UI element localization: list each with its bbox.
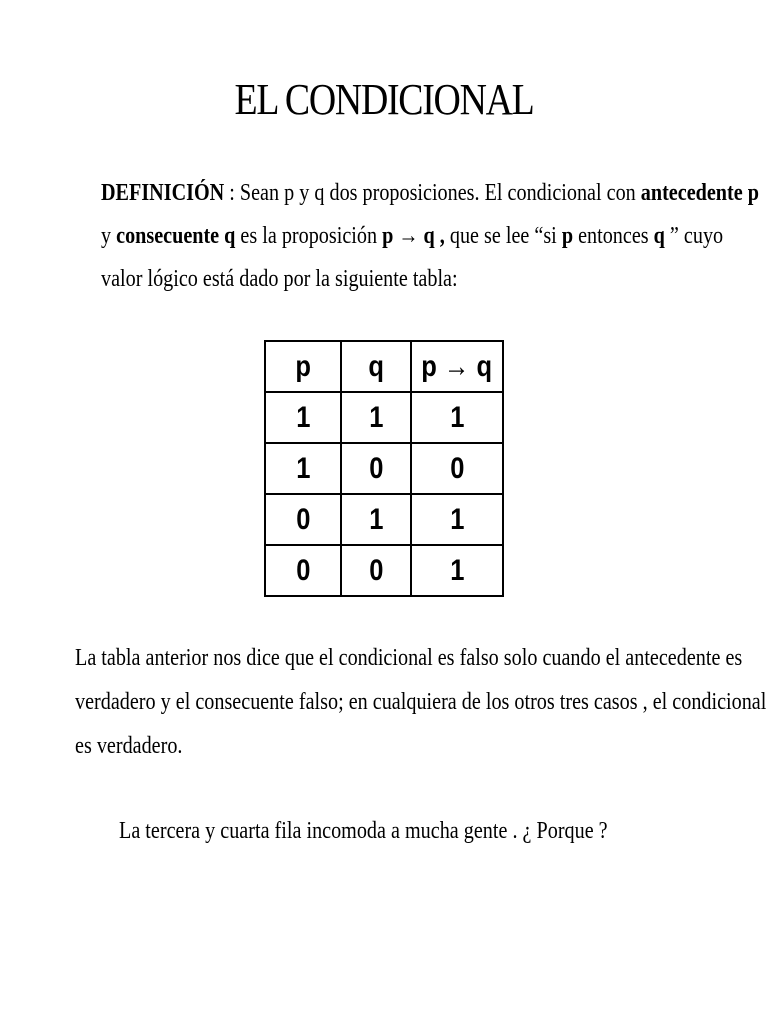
definition-line-3: valor lógico está dado por la siguiente tabla: bbox=[101, 266, 458, 292]
definition-line-1 bbox=[101, 172, 759, 215]
explanation-paragraph bbox=[75, 636, 767, 768]
table-cell: 0 bbox=[265, 494, 341, 545]
table-cell: 1 bbox=[341, 494, 411, 545]
paragraph-line-2: verdadero y el consecuente falso; en cualquiera de los otros tres casos , el condicional bbox=[75, 689, 767, 715]
table-cell: 0 bbox=[341, 545, 411, 596]
definition-text: : Sean p y q dos proposiciones. El condicional con bbox=[224, 180, 641, 206]
paragraph-line-1: La tabla anterior nos dice que el condicional es falso solo cuando el antecedente es bbox=[75, 645, 743, 671]
conditional-expression: p → q , bbox=[382, 223, 445, 249]
table-cell: 1 bbox=[265, 443, 341, 494]
table-cell: 0 bbox=[265, 545, 341, 596]
definition-text: es la proposición bbox=[235, 223, 383, 249]
paragraph-line-3: es verdadero. bbox=[75, 733, 183, 759]
table-cell: 1 bbox=[411, 494, 503, 545]
definition-label: DEFINICIÓN bbox=[101, 180, 225, 206]
q-term: q bbox=[653, 223, 665, 249]
truth-table bbox=[264, 340, 504, 597]
page-title: EL CONDICIONAL bbox=[234, 75, 534, 124]
definition-line-2 bbox=[101, 215, 724, 258]
table-row bbox=[265, 392, 503, 443]
header-q: q bbox=[341, 341, 411, 392]
table-cell: 0 bbox=[411, 443, 503, 494]
table-row bbox=[265, 545, 503, 596]
definition-block bbox=[101, 172, 759, 301]
definition-text: que se lee “si bbox=[444, 223, 562, 249]
antecedente-term: antecedente p bbox=[640, 180, 759, 206]
definition-text: entonces bbox=[573, 223, 654, 249]
p-term: p bbox=[561, 223, 574, 249]
question-text: La tercera y cuarta fila incomoda a mucha gente . ¿ Porque ? bbox=[119, 818, 608, 844]
table-row bbox=[265, 443, 503, 494]
table-header-row bbox=[265, 341, 503, 392]
table-cell: 1 bbox=[411, 545, 503, 596]
definition-text: ” cuyo bbox=[664, 223, 724, 249]
header-p-implies-q: p → q bbox=[411, 341, 503, 392]
table-cell: 1 bbox=[411, 392, 503, 443]
table-cell: 1 bbox=[265, 392, 341, 443]
consecuente-term: consecuente q bbox=[116, 223, 236, 249]
definition-text: y bbox=[101, 223, 117, 249]
table-row bbox=[265, 494, 503, 545]
table-cell: 1 bbox=[341, 392, 411, 443]
header-p: p bbox=[265, 341, 341, 392]
table-cell: 0 bbox=[341, 443, 411, 494]
